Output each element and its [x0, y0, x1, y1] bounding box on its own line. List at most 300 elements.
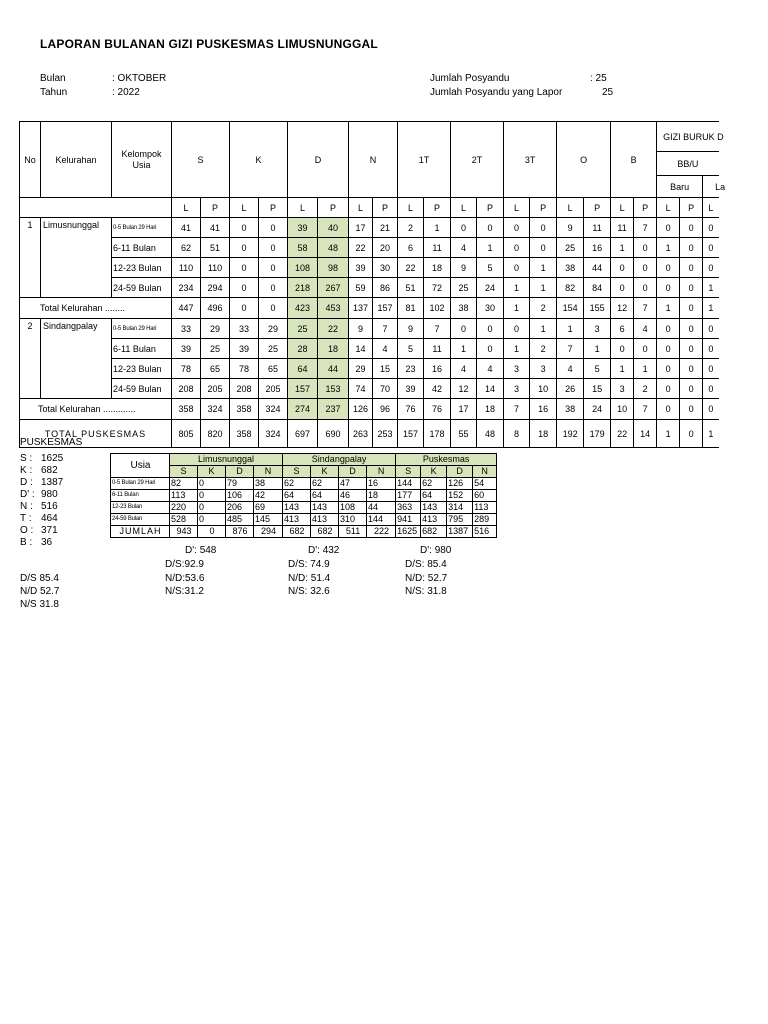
value-cell: 16	[367, 478, 396, 490]
value-cell: 4	[634, 319, 657, 339]
value-cell: 0	[680, 218, 703, 238]
tahun-value: : 2022	[112, 87, 140, 98]
value-cell: 18	[530, 420, 557, 448]
value-cell: 0	[477, 339, 504, 359]
value-cell: 294	[254, 526, 283, 538]
value-cell: 795	[447, 514, 473, 526]
value-cell: 690	[318, 420, 349, 448]
value-cell: 0	[680, 278, 703, 298]
summary-value: 1387	[41, 477, 64, 488]
summary-key: S :	[20, 453, 33, 464]
col-gizi-buruk: GIZI BURUK D	[657, 122, 719, 152]
value-cell: 3	[504, 359, 530, 379]
value-cell: 0	[230, 238, 259, 258]
ratio-nd: N/D: 51.4	[288, 573, 331, 584]
ratio-nd: N/D: 52.7	[405, 573, 448, 584]
value-cell: 0	[477, 319, 504, 339]
value-cell: 413	[283, 514, 311, 526]
col-n: N	[254, 466, 283, 478]
value-cell: 208	[172, 379, 201, 399]
age-group: 6-11 Bulan	[112, 339, 172, 359]
col-kelompok-usia: Kelompok Usia	[112, 122, 172, 198]
value-cell: 33	[230, 319, 259, 339]
value-cell: 108	[339, 502, 367, 514]
posyandu-lapor-value: 25	[602, 87, 614, 98]
value-cell: 423	[288, 298, 318, 319]
col-l: L	[288, 198, 318, 218]
col-lama: La	[703, 176, 719, 198]
value-cell: 208	[230, 379, 259, 399]
value-cell: 113	[170, 490, 198, 502]
value-cell: 0	[680, 298, 703, 319]
value-cell: 192	[557, 420, 584, 448]
age-group: 0-5 Bulan 29 Hari	[112, 218, 172, 238]
age-group: 0-5 Bulan 29 Hari	[111, 478, 170, 490]
value-cell: 126	[349, 399, 373, 420]
value-cell: 22	[398, 258, 424, 278]
value-cell: 20	[373, 238, 398, 258]
value-cell: 17	[451, 399, 477, 420]
value-cell: 218	[288, 278, 318, 298]
col-l: L	[703, 198, 719, 218]
value-cell: 234	[172, 278, 201, 298]
table-row	[111, 478, 497, 490]
value-cell: 9	[398, 319, 424, 339]
value-cell: 44	[367, 502, 396, 514]
value-cell: 59	[349, 278, 373, 298]
value-cell: 1	[703, 420, 719, 448]
col-p: P	[318, 198, 349, 218]
col-p: P	[584, 198, 611, 218]
value-cell: 41	[201, 218, 230, 238]
value-cell: 0	[680, 399, 703, 420]
value-cell: 65	[201, 359, 230, 379]
summary-key: O :	[20, 525, 34, 536]
value-cell: 157	[398, 420, 424, 448]
value-cell: 15	[373, 359, 398, 379]
col-k: K	[198, 466, 226, 478]
col-l: L	[172, 198, 201, 218]
value-cell: 38	[254, 478, 283, 490]
value-cell: 106	[226, 490, 254, 502]
value-cell: 108	[288, 258, 318, 278]
value-cell: 253	[373, 420, 398, 448]
value-cell: 0	[634, 258, 657, 278]
value-cell: 0	[657, 319, 680, 339]
value-cell: 1625	[396, 526, 421, 538]
value-cell: 0	[611, 339, 634, 359]
age-group: 24-59 Bulan	[112, 278, 172, 298]
value-cell: 18	[424, 258, 451, 278]
value-cell: 3	[584, 319, 611, 339]
value-cell: 682	[421, 526, 447, 538]
ratio-dp: D': 980	[420, 545, 452, 556]
value-cell: 48	[318, 238, 349, 258]
value-cell: 876	[226, 526, 254, 538]
value-cell: 155	[584, 298, 611, 319]
value-cell: 511	[339, 526, 367, 538]
total-row	[20, 298, 719, 319]
summary-ns: N/S 31.8	[20, 599, 59, 610]
value-cell: 0	[530, 218, 557, 238]
value-cell: 206	[226, 502, 254, 514]
value-cell: 6	[611, 319, 634, 339]
jumlah-label: JUMLAH	[111, 526, 170, 538]
bulan-value: : OKTOBER	[112, 73, 167, 84]
value-cell: 682	[311, 526, 339, 538]
value-cell: 21	[373, 218, 398, 238]
value-cell: 38	[451, 298, 477, 319]
value-cell: 144	[367, 514, 396, 526]
value-cell: 6	[398, 238, 424, 258]
col-p: P	[680, 198, 703, 218]
col-l: L	[611, 198, 634, 218]
value-cell: 0	[680, 359, 703, 379]
value-cell: 1	[634, 359, 657, 379]
summary-value: 464	[41, 513, 58, 524]
age-group: 24-59 Bulan	[111, 514, 170, 526]
value-cell: 11	[424, 238, 451, 258]
value-cell: 1	[657, 238, 680, 258]
table-row	[20, 258, 719, 278]
col-l: L	[230, 198, 259, 218]
col-s: S	[396, 466, 421, 478]
col-l: L	[349, 198, 373, 218]
value-cell: 0	[634, 278, 657, 298]
value-cell: 69	[254, 502, 283, 514]
col-group-n: N	[349, 122, 398, 198]
value-cell: 1	[703, 298, 719, 319]
value-cell: 820	[201, 420, 230, 448]
value-cell: 18	[318, 339, 349, 359]
value-cell: 1	[504, 278, 530, 298]
value-cell: 143	[311, 502, 339, 514]
row-no: 2	[20, 319, 41, 399]
age-group: 24-59 Bulan	[112, 379, 172, 399]
value-cell: 0	[703, 339, 719, 359]
table-row	[20, 278, 719, 298]
value-cell: 697	[288, 420, 318, 448]
value-cell: 0	[259, 258, 288, 278]
value-cell: 1	[657, 298, 680, 319]
value-cell: 5	[398, 339, 424, 359]
col-group-b: B	[611, 122, 657, 198]
col-p: P	[634, 198, 657, 218]
summary-key: B :	[20, 537, 33, 548]
value-cell: 310	[339, 514, 367, 526]
value-cell: 39	[398, 379, 424, 399]
col-group-d: D	[288, 122, 349, 198]
value-cell: 0	[680, 319, 703, 339]
table-row	[20, 359, 719, 379]
summary-ds: D/S 85.4	[20, 573, 59, 584]
value-cell: 9	[557, 218, 584, 238]
value-cell: 76	[424, 399, 451, 420]
value-cell: 177	[396, 490, 421, 502]
col-k: K	[311, 466, 339, 478]
age-group: 6-11 Bulan	[111, 490, 170, 502]
col-l: L	[557, 198, 584, 218]
summary-nd: N/D 52.7	[20, 586, 60, 597]
value-cell: 15	[584, 379, 611, 399]
value-cell: 10	[530, 379, 557, 399]
summary-value: 516	[41, 501, 58, 512]
value-cell: 0	[634, 238, 657, 258]
value-cell: 0	[230, 258, 259, 278]
value-cell: 1	[477, 238, 504, 258]
col-s: S	[283, 466, 311, 478]
value-cell: 137	[349, 298, 373, 319]
value-cell: 0	[259, 278, 288, 298]
value-cell: 12	[451, 379, 477, 399]
value-cell: 16	[424, 359, 451, 379]
value-cell: 64	[311, 490, 339, 502]
value-cell: 358	[230, 420, 259, 448]
value-cell: 4	[373, 339, 398, 359]
value-cell: 78	[172, 359, 201, 379]
value-cell: 7	[634, 218, 657, 238]
value-cell: 178	[424, 420, 451, 448]
value-cell: 28	[288, 339, 318, 359]
value-cell: 1	[703, 278, 719, 298]
posyandu-lapor-label: Jumlah Posyandu yang Lapor	[430, 87, 563, 98]
summary-value: 980	[41, 489, 58, 500]
value-cell: 110	[201, 258, 230, 278]
value-cell: 74	[349, 379, 373, 399]
value-cell: 54	[473, 478, 497, 490]
grand-total-row	[20, 420, 719, 448]
value-cell: 82	[170, 478, 198, 490]
value-cell: 453	[318, 298, 349, 319]
summary-header-row	[111, 454, 497, 466]
value-cell: 30	[477, 298, 504, 319]
value-cell: 60	[473, 490, 497, 502]
value-cell: 205	[201, 379, 230, 399]
col-bbu: BB/U	[657, 152, 719, 176]
value-cell: 1	[611, 359, 634, 379]
value-cell: 17	[349, 218, 373, 238]
value-cell: 682	[283, 526, 311, 538]
row-no: 1	[20, 218, 41, 298]
value-cell: 1	[530, 258, 557, 278]
col-n: N	[473, 466, 497, 478]
value-cell: 38	[557, 258, 584, 278]
value-cell: 72	[424, 278, 451, 298]
value-cell: 25	[259, 339, 288, 359]
age-group: 12-23 Bulan	[112, 258, 172, 278]
summary-value: 1625	[41, 453, 64, 464]
value-cell: 47	[339, 478, 367, 490]
value-cell: 154	[557, 298, 584, 319]
value-cell: 0	[634, 339, 657, 359]
gizi-report-table	[19, 121, 726, 448]
value-cell: 1	[611, 238, 634, 258]
col-p: P	[259, 198, 288, 218]
value-cell: 1	[504, 339, 530, 359]
value-cell: 1	[557, 319, 584, 339]
col-usia: Usia	[111, 454, 170, 478]
value-cell: 0	[703, 319, 719, 339]
kelurahan-name: Limusnunggal	[41, 218, 112, 298]
value-cell: 1	[424, 218, 451, 238]
value-cell: 22	[349, 238, 373, 258]
col-l: L	[451, 198, 477, 218]
value-cell: 0	[657, 339, 680, 359]
ratio-ds: D/S:92.9	[165, 559, 204, 570]
value-cell: 0	[504, 238, 530, 258]
value-cell: 65	[259, 359, 288, 379]
value-cell: 0	[504, 218, 530, 238]
value-cell: 0	[657, 399, 680, 420]
value-cell: 1	[657, 420, 680, 448]
posyandu-label: Jumlah Posyandu	[430, 73, 510, 84]
value-cell: 14	[349, 339, 373, 359]
value-cell: 0	[703, 238, 719, 258]
col-area: Limusnunggal	[170, 454, 283, 466]
value-cell: 62	[311, 478, 339, 490]
value-cell: 11	[584, 218, 611, 238]
value-cell: 7	[424, 319, 451, 339]
value-cell: 2	[634, 379, 657, 399]
kelurahan-name: Sindangpalay	[41, 319, 112, 399]
value-cell: 16	[530, 399, 557, 420]
value-cell: 24	[584, 399, 611, 420]
value-cell: 39	[288, 218, 318, 238]
value-cell: 143	[283, 502, 311, 514]
value-cell: 4	[451, 238, 477, 258]
col-group-o: O	[557, 122, 611, 198]
posyandu-value: : 25	[590, 73, 607, 84]
value-cell: 314	[447, 502, 473, 514]
value-cell: 0	[451, 218, 477, 238]
value-cell: 0	[198, 502, 226, 514]
value-cell: 1	[504, 298, 530, 319]
value-cell: 23	[398, 359, 424, 379]
value-cell: 0	[451, 319, 477, 339]
value-cell: 12	[611, 298, 634, 319]
col-d: D	[226, 466, 254, 478]
table-row	[111, 490, 497, 502]
value-cell: 0	[198, 490, 226, 502]
value-cell: 22	[611, 420, 634, 448]
value-cell: 102	[424, 298, 451, 319]
value-cell: 143	[421, 502, 447, 514]
header-row	[20, 198, 719, 218]
value-cell: 7	[634, 399, 657, 420]
ratio-ns: N/S: 32.6	[288, 586, 330, 597]
summary-key: K :	[20, 465, 33, 476]
ratio-ds: D/S: 85.4	[405, 559, 447, 570]
total-kelurahan-label: Total Kelurahan ........	[20, 298, 172, 319]
value-cell: 179	[584, 420, 611, 448]
value-cell: 44	[318, 359, 349, 379]
value-cell: 0	[611, 278, 634, 298]
value-cell: 26	[557, 379, 584, 399]
col-p: P	[477, 198, 504, 218]
table-row	[20, 218, 719, 238]
col-l: L	[504, 198, 530, 218]
value-cell: 289	[473, 514, 497, 526]
value-cell: 528	[170, 514, 198, 526]
value-cell: 2	[398, 218, 424, 238]
value-cell: 805	[172, 420, 201, 448]
value-cell: 5	[477, 258, 504, 278]
ratio-ns: N/S: 31.8	[405, 586, 447, 597]
value-cell: 2	[530, 339, 557, 359]
value-cell: 267	[318, 278, 349, 298]
col-area: Puskesmas	[396, 454, 497, 466]
ratio-dp: D': 432	[308, 545, 340, 556]
value-cell: 3	[504, 379, 530, 399]
value-cell: 16	[584, 238, 611, 258]
col-p: P	[201, 198, 230, 218]
value-cell: 0	[230, 218, 259, 238]
value-cell: 294	[201, 278, 230, 298]
value-cell: 25	[557, 238, 584, 258]
col-p: P	[424, 198, 451, 218]
value-cell: 0	[680, 238, 703, 258]
value-cell: 11	[611, 218, 634, 238]
value-cell: 14	[477, 379, 504, 399]
col-s: S	[170, 466, 198, 478]
col-group-k: K	[230, 122, 288, 198]
summary-value: 682	[41, 465, 58, 476]
ratio-ns: N/S:31.2	[165, 586, 204, 597]
value-cell: 0	[680, 258, 703, 278]
value-cell: 0	[703, 359, 719, 379]
value-cell: 324	[201, 399, 230, 420]
value-cell: 1	[530, 319, 557, 339]
summary-table	[110, 453, 497, 538]
value-cell: 0	[259, 218, 288, 238]
value-cell: 237	[318, 399, 349, 420]
col-area: Sindangpalay	[283, 454, 396, 466]
value-cell: 4	[477, 359, 504, 379]
col-baru: Baru	[657, 176, 703, 198]
value-cell: 413	[311, 514, 339, 526]
value-cell: 0	[477, 218, 504, 238]
value-cell: 447	[172, 298, 201, 319]
value-cell: 0	[680, 339, 703, 359]
age-group: 6-11 Bulan	[112, 238, 172, 258]
value-cell: 485	[226, 514, 254, 526]
total-kelurahan-label: Total Kelurahan .............	[20, 399, 172, 420]
table-row	[111, 514, 497, 526]
value-cell: 42	[254, 490, 283, 502]
value-cell: 29	[201, 319, 230, 339]
value-cell: 516	[473, 526, 497, 538]
col-group-2t: 2T	[451, 122, 504, 198]
value-cell: 7	[557, 339, 584, 359]
value-cell: 8	[504, 420, 530, 448]
value-cell: 0	[657, 218, 680, 238]
value-cell: 62	[421, 478, 447, 490]
value-cell: 25	[288, 319, 318, 339]
value-cell: 157	[373, 298, 398, 319]
value-cell: 4	[557, 359, 584, 379]
value-cell: 0	[703, 379, 719, 399]
value-cell: 0	[657, 278, 680, 298]
value-cell: 0	[680, 379, 703, 399]
value-cell: 79	[226, 478, 254, 490]
value-cell: 30	[373, 258, 398, 278]
value-cell: 0	[657, 379, 680, 399]
jumlah-row	[111, 526, 497, 538]
value-cell: 18	[367, 490, 396, 502]
value-cell: 18	[477, 399, 504, 420]
value-cell: 46	[339, 490, 367, 502]
value-cell: 0	[198, 514, 226, 526]
